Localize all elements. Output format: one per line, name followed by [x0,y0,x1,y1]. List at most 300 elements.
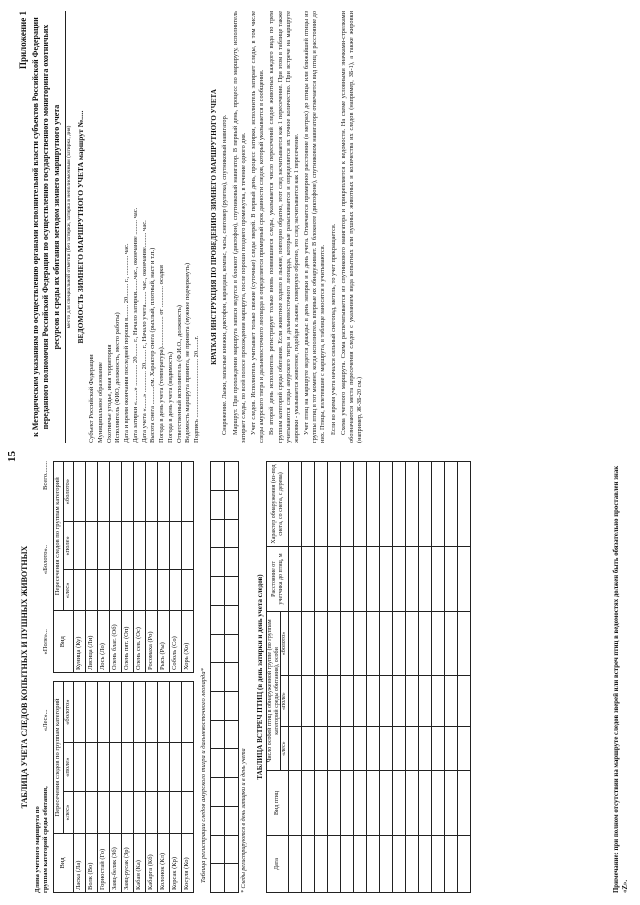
grid-cell[interactable] [419,675,432,726]
grid-cell[interactable] [224,577,238,606]
grid-cell[interactable] [445,771,458,836]
grid-cell[interactable] [302,727,315,771]
grid-cell[interactable] [406,836,419,893]
count-cell[interactable] [181,792,193,834]
th-date: Дата [267,836,289,893]
table-row [145,682,157,893]
grid-cell[interactable] [380,771,393,836]
grid-cell[interactable] [224,864,238,893]
footnote: Примечание: при полном отсутствии на маршруте следов зверей или встреч птиц в ведомостях должен быть обязательно проставлен знак «Z». [613,465,629,893]
grid-cell[interactable] [354,547,367,612]
grid-cell[interactable] [406,612,419,676]
grid-cell[interactable] [458,612,471,676]
th-character: Характер обнаружения (из-под снега, со снега, с дерева) [267,462,289,547]
form-line: Дата затирки «.......» ............. 20........ г., Начало затирки........час., окончание ......... час. [131,207,139,443]
route-cat-pole: «Поле»... [41,629,49,655]
species-cell: Олень сев. (Ос) [133,611,145,673]
table-row [341,462,354,893]
form-line: Погода в день учета (видимость) [166,352,174,443]
appendix-subtitle: к Методическим указаниям по осуществлению органами исполнительной власти субъектов Российской Федерации переданного полномочия Российской Федерации по осуществлению государственного мониторинга охотничьих ресурсов и среды их обитания методом зимнего маршрутного учета [30,17,61,437]
grid-cell[interactable] [393,547,406,612]
grid-cell[interactable] [445,462,458,547]
grid-cell[interactable] [302,462,315,547]
tiger-note: * Следы регистрируются в день затирки и в день учета [240,748,247,893]
grid-cell[interactable] [432,612,445,676]
form-title: ВЕДОМОСТЬ ЗИМНЕГО МАРШРУТНОГО УЧЕТА маршрут №..... [75,110,85,344]
count-cell[interactable] [121,792,133,834]
instruction-paragraph: Учет следов. Исполнитель учитывает только свежие (суточные) следы зверей. В первый день, процесс затирки, исполнитель затирает следы, в том числе следы амурского тигра и дальневосточного леопарда и определяется примерный срок давности следов, который указывается в сообщении. [249,11,266,443]
grid-cell[interactable] [354,612,367,676]
grid-cell[interactable] [354,836,367,893]
th-pole: «поле» [63,743,73,792]
count-cell[interactable] [157,743,169,792]
count-cell[interactable] [157,462,169,522]
grid-cell[interactable] [341,547,354,612]
th-kind: Вид [53,611,73,673]
route-length-block [34,461,50,893]
count-cell[interactable] [181,462,193,522]
species-cell: Заяц-беляк (Зб) [109,833,121,892]
grid-cell[interactable] [380,836,393,893]
grid-cell[interactable] [367,771,380,836]
form-line: Охотничье угодье, иная территория [105,344,113,443]
form-line: Ответственный исполнитель (Ф.И.О., должность) [175,305,183,443]
count-cell[interactable] [109,462,121,522]
grid-cell[interactable] [224,519,238,548]
grid-cell[interactable] [224,548,238,577]
grid-cell[interactable] [406,727,419,771]
table-row [85,462,97,673]
table-row [85,682,97,893]
form-line: Дата учета «.......» ............. 20........ г., Начало учета........ час., окончание......... час. [140,220,148,443]
grid-cell[interactable] [315,462,328,547]
grid-cell[interactable] [210,577,224,606]
species-cell: Кабарга (Кб) [145,833,157,892]
count-cell[interactable] [97,522,109,570]
form-line: Дата и время окончания последней пороши в........ 20........ г., ............ час. [123,243,131,443]
instruction-paragraph: Во второй день исполнитель регистрирует только вновь появившиеся следы, указывается число пересечений следов животных каждого вида по трем группам категорий среды обитания. Если животное ходило в лыжне, повторно обратно, этот след засчитывается как 1 пересечение. При этом в таблице также учитываются следы амурского тигра и дальневосточного леопарда, которые разыскивается и определяется их точное количество. При встрече на маршруте жировки - указывается животное, подойди к лыжне, повернуло обратно, это след засчитывается как 1 пересечение. [268,11,300,443]
count-cell[interactable] [133,792,145,834]
grid-cell[interactable] [341,727,354,771]
grid-cell[interactable] [210,490,224,519]
table-row [109,462,121,673]
table-row [302,462,315,893]
table-row [157,682,169,893]
grid-cell[interactable] [367,462,380,547]
species-cell: Заяц-русак (Зр) [121,833,133,892]
th-les: «лес» [63,792,73,834]
grid-cell[interactable] [458,547,471,612]
grid-cell[interactable] [328,612,341,676]
grid-cell[interactable] [380,547,393,612]
table-row [432,462,445,893]
grid-cell[interactable] [393,612,406,676]
grid-cell[interactable] [210,720,224,749]
grid-cell[interactable] [224,605,238,634]
tracks-table-right [53,461,194,673]
grid-cell[interactable] [328,836,341,893]
grid-cell[interactable] [315,675,328,726]
table-row [121,682,133,893]
grid-cell[interactable] [406,771,419,836]
count-cell[interactable] [169,462,181,522]
grid-cell[interactable] [432,462,445,547]
table-row [121,462,133,673]
grid-cell[interactable] [210,634,224,663]
table-row [73,462,85,673]
form-line: Ведомость маршрута принята, не принята (нужное подчеркнуть) [184,262,192,443]
instruction-paragraph: Схема учетного маршрута. Схема распечатывается из спутникового навигатора и прикрепляется к ведомости. На схеме условными значками-стрелками обозначаются места пересечения следов с указанием вида копытных или пушных животных и количества их следов (например, ЗБ-1), а также жировки (например, Ж-ЗБ-20 см.) [339,11,364,443]
table-row [97,682,109,893]
count-cell[interactable] [97,792,109,834]
tiger-table [210,461,239,893]
th-count: Число особей птиц в обнаруженной группе (по группам категорий среды обитания), особи [267,612,281,771]
count-cell[interactable] [145,792,157,834]
form-line: Муниципальное образование [96,362,104,443]
count-cell[interactable] [109,522,121,570]
grid-cell[interactable] [302,771,315,836]
birds-table [266,461,471,893]
grid-cell[interactable] [289,547,302,612]
grid-cell[interactable] [445,612,458,676]
grid-cell[interactable] [210,663,224,692]
grid-cell[interactable] [354,462,367,547]
count-cell[interactable] [109,682,121,743]
grid-cell[interactable] [341,612,354,676]
grid-cell[interactable] [210,864,224,893]
table-row [109,682,121,893]
count-cell[interactable] [73,682,85,743]
count-cell[interactable] [169,743,181,792]
form-lines [88,11,202,443]
grid-cell[interactable] [328,547,341,612]
instruction-paragraph: Маршрут. При прохождении маршрута записи ведутся в блокнот (диктофон), спутниковый навигатор. В первый день, процесс по маршруту, исполнитель затирает следы, по всей полосе прохождения маршрута, после пороши позднего промежутка, в течение одного дня. [231,11,247,443]
grid-cell[interactable] [458,462,471,547]
count-cell[interactable] [169,792,181,834]
count-cell[interactable] [181,682,193,743]
grid-cell[interactable] [302,675,315,726]
count-cell[interactable] [181,522,193,570]
grid-cell[interactable] [406,547,419,612]
table-row [315,462,328,893]
count-cell[interactable] [121,522,133,570]
grid-cell[interactable] [210,835,224,864]
grid-cell[interactable] [224,490,238,519]
grid-cell[interactable] [432,675,445,726]
grid-cell[interactable] [210,605,224,634]
grid-cell[interactable] [419,547,432,612]
count-cell[interactable] [145,743,157,792]
grid-cell[interactable] [210,548,224,577]
grid-cell[interactable] [419,771,432,836]
grid-cell[interactable] [328,675,341,726]
species-cell: Олень пят. (Оп) [121,611,133,673]
grid-cell[interactable] [341,836,354,893]
th-crossings: Пересечения следов по группам категорий [53,462,63,611]
species-cell: Кабан (Ка) [133,833,145,892]
species-cell: Хорь (Хо) [181,611,193,673]
grid-cell[interactable] [380,675,393,726]
count-cell[interactable] [85,522,97,570]
grid-cell[interactable] [458,836,471,893]
page-number: 15 [6,451,18,462]
count-cell[interactable] [157,792,169,834]
grid-cell[interactable] [380,612,393,676]
grid-cell[interactable] [224,663,238,692]
count-cell[interactable] [157,522,169,570]
grid-cell[interactable] [367,612,380,676]
count-cell[interactable] [181,570,193,611]
species-cell: Волк (Во) [85,833,97,892]
grid-cell[interactable] [341,462,354,547]
table-row [367,462,380,893]
grid-cell[interactable] [302,547,315,612]
grid-cell[interactable] [289,727,302,771]
grid-cell[interactable] [224,835,238,864]
grid-cell[interactable] [328,771,341,836]
count-cell[interactable] [181,743,193,792]
grid-cell[interactable] [341,675,354,726]
count-cell[interactable] [85,462,97,522]
th-boloto: «болото» [281,612,289,676]
appendix-label: Приложение 1 [18,11,28,70]
count-cell[interactable] [73,522,85,570]
count-cell[interactable] [73,792,85,834]
form-line: Исполнитель (ФИО, должность, место работы) [114,312,122,443]
th-les: «лес» [281,727,289,771]
grid-cell[interactable] [393,675,406,726]
grid-cell[interactable] [393,771,406,836]
grid-cell[interactable] [302,612,315,676]
grid-cell[interactable] [458,771,471,836]
grid-cell[interactable] [315,612,328,676]
instruction-paragraph: Снаряжение. Лыжи, запасные книжки, диктофон, карандаш, компас, часы, снегомер (рулетка), спутниковый навигатор. [221,114,229,435]
table-row [73,682,85,893]
count-cell[interactable] [169,570,181,611]
tracks-table-left [53,681,194,893]
route-cat-boloto: «Болото».. [41,545,49,575]
grid-cell[interactable] [315,727,328,771]
grid-cell[interactable] [419,727,432,771]
grid-cell[interactable] [432,836,445,893]
form-line: Погода в день учета (температура)................... от ............. осадки [158,265,166,443]
grid-cell[interactable] [289,462,302,547]
count-cell[interactable] [121,682,133,743]
th-les: «лес» [63,570,73,611]
table-row [181,462,193,673]
count-cell[interactable] [85,743,97,792]
count-cell[interactable] [133,522,145,570]
grid-cell[interactable] [406,675,419,726]
grid-cell[interactable] [445,836,458,893]
table-row [380,462,393,893]
table-row [328,462,341,893]
count-cell[interactable] [73,743,85,792]
count-cell[interactable] [97,570,109,611]
grid-cell[interactable] [393,462,406,547]
count-cell[interactable] [169,682,181,743]
count-cell[interactable] [145,462,157,522]
count-cell[interactable] [157,570,169,611]
grid-cell[interactable] [393,727,406,771]
table-row [145,462,157,673]
table-row [133,462,145,673]
count-cell[interactable] [97,462,109,522]
species-cell: Косуля (Ко) [181,833,193,892]
count-cell[interactable] [121,570,133,611]
count-cell[interactable] [73,570,85,611]
grid-cell[interactable] [289,612,302,676]
grid-cell[interactable] [393,836,406,893]
count-cell[interactable] [85,570,97,611]
grid-cell[interactable] [445,727,458,771]
grid-cell[interactable] [419,462,432,547]
grid-cell[interactable] [224,806,238,835]
grid-cell[interactable] [224,720,238,749]
species-cell: Лось (Ло) [97,611,109,673]
form-line: Высота снега ...........см. Характер снега (рыхлый, плотный, наст и т.п.) [149,247,157,443]
table-row [169,682,181,893]
count-cell[interactable] [121,743,133,792]
grid-cell[interactable] [432,547,445,612]
table-row [458,462,471,893]
table-row [181,682,193,893]
right-half [18,11,630,443]
grid-cell[interactable] [354,675,367,726]
species-cell: Росомаха (Ро) [145,611,157,673]
th-kind: Вид [53,833,73,892]
grid-cell[interactable] [210,749,224,778]
table-row [210,462,224,893]
route-line2: группам категорий среды обитания, [41,786,49,893]
count-cell[interactable] [145,682,157,743]
table-row [393,462,406,893]
grid-cell[interactable] [224,634,238,663]
grid-cell[interactable] [354,727,367,771]
birds-table-title: ТАБЛИЦА ВСТРЕЧ ПТИЦ (в день затирки и день учета следов) [255,574,264,780]
grid-cell[interactable] [302,836,315,893]
form-line: Подпись .................................... 20.......г. [193,335,201,443]
grid-cell[interactable] [406,462,419,547]
table-row [157,462,169,673]
count-cell[interactable] [85,682,97,743]
table-row [97,462,109,673]
species-cell: Рысь (Ры) [157,611,169,673]
table-row [445,462,458,893]
grid-cell[interactable] [445,675,458,726]
grid-cell[interactable] [315,771,328,836]
grid-cell[interactable] [380,727,393,771]
grid-cell[interactable] [210,778,224,807]
grid-cell[interactable] [210,462,224,491]
count-cell[interactable] [169,522,181,570]
th-crossings: Пересечения следов по группам категорий [53,682,63,834]
table-row [169,462,181,673]
species-cell: Горностай (Го) [97,833,109,892]
species-cell: Лисица (Ли) [85,611,97,673]
table-row [354,462,367,893]
instruction-title: КРАТКАЯ ИНСТРУКЦИЯ ПО ПРОВЕДЕНИЮ ЗИМНЕГО МАРШРУТНОГО УЧЕТА [209,89,218,365]
grid-cell[interactable] [224,778,238,807]
count-cell[interactable] [145,570,157,611]
grid-cell[interactable] [432,771,445,836]
count-cell[interactable] [109,570,121,611]
grid-cell[interactable] [315,836,328,893]
table-row [133,682,145,893]
count-cell[interactable] [133,570,145,611]
left-half [18,461,630,893]
count-cell[interactable] [157,682,169,743]
grid-cell[interactable] [224,462,238,491]
count-cell[interactable] [133,743,145,792]
grid-cell[interactable] [367,675,380,726]
instruction-paragraph: Если во время учета начался сильный снегопад, метель, то учет прекращается. [329,223,337,435]
tracks-tables [53,461,194,893]
form-line: Субъект Российской Федерации [87,354,95,443]
grid-cell[interactable] [210,806,224,835]
count-cell[interactable] [97,743,109,792]
grid-cell[interactable] [367,836,380,893]
count-cell[interactable] [145,522,157,570]
count-cell[interactable] [85,792,97,834]
grid-cell[interactable] [419,612,432,676]
grid-cell[interactable] [419,836,432,893]
grid-cell[interactable] [328,462,341,547]
count-cell[interactable] [109,792,121,834]
grid-cell[interactable] [289,771,302,836]
count-cell[interactable] [121,462,133,522]
species-cell: Соболь (Со) [169,611,181,673]
route-cat-les: «Лес»... [41,709,49,732]
tracks-table-title: ТАБЛИЦА УЧЕТА СЛЕДОВ КОПЫТНЫХ И ПУШНЫХ ЖИВОТНЫХ [20,545,29,809]
count-cell[interactable] [97,682,109,743]
grid-cell[interactable] [341,771,354,836]
route-cat-total: Всего........ [41,461,49,490]
mark-caption: место для специальной отметки (без затирки, затирка в неполномочным (затирка, дня) [66,125,73,329]
count-cell[interactable] [133,462,145,522]
grid-cell[interactable] [432,727,445,771]
species-cell: Корсак (Кр) [169,833,181,892]
grid-cell[interactable] [380,462,393,547]
table-row [224,462,238,893]
grid-cell[interactable] [458,675,471,726]
th-pole: «поле» [281,675,289,726]
th-species: Вид птиц [267,771,289,836]
grid-cell[interactable] [210,691,224,720]
th-boloto: «болото» [63,682,73,743]
grid-cell[interactable] [210,519,224,548]
grid-cell[interactable] [367,547,380,612]
count-cell[interactable] [133,682,145,743]
grid-cell[interactable] [315,547,328,612]
grid-cell[interactable] [328,727,341,771]
instruction-paragraph: Учет птиц на маршруте ведется дважды: в день затирки и в день учета. Отмечается примерное расстояние (в метрах) до птицы или ближайшей птицы из группы птиц в тот момент, когда исполнитель впервые их обнаруживает. В блокноте (диктофоне), спутниковом навигаторе отмечается вид птиц и расстояние до них. Птицы, взлетевшие с маршрута, в таблице заносятся и учитываются. [303,11,327,443]
th-distance: Расстояние от учетчика до птиц, м [267,547,289,612]
grid-cell[interactable] [224,749,238,778]
species-cell: Олень благ. (Об) [109,611,121,673]
grid-cell[interactable] [367,727,380,771]
grid-cell[interactable] [445,547,458,612]
grid-cell[interactable] [458,727,471,771]
grid-cell[interactable] [289,675,302,726]
count-cell[interactable] [109,743,121,792]
count-cell[interactable] [73,462,85,522]
grid-cell[interactable] [289,836,302,893]
grid-cell[interactable] [354,771,367,836]
instruction-paragraphs [221,11,364,443]
route-line1: Длина учетного маршрута по [33,806,41,893]
grid-cell[interactable] [224,691,238,720]
